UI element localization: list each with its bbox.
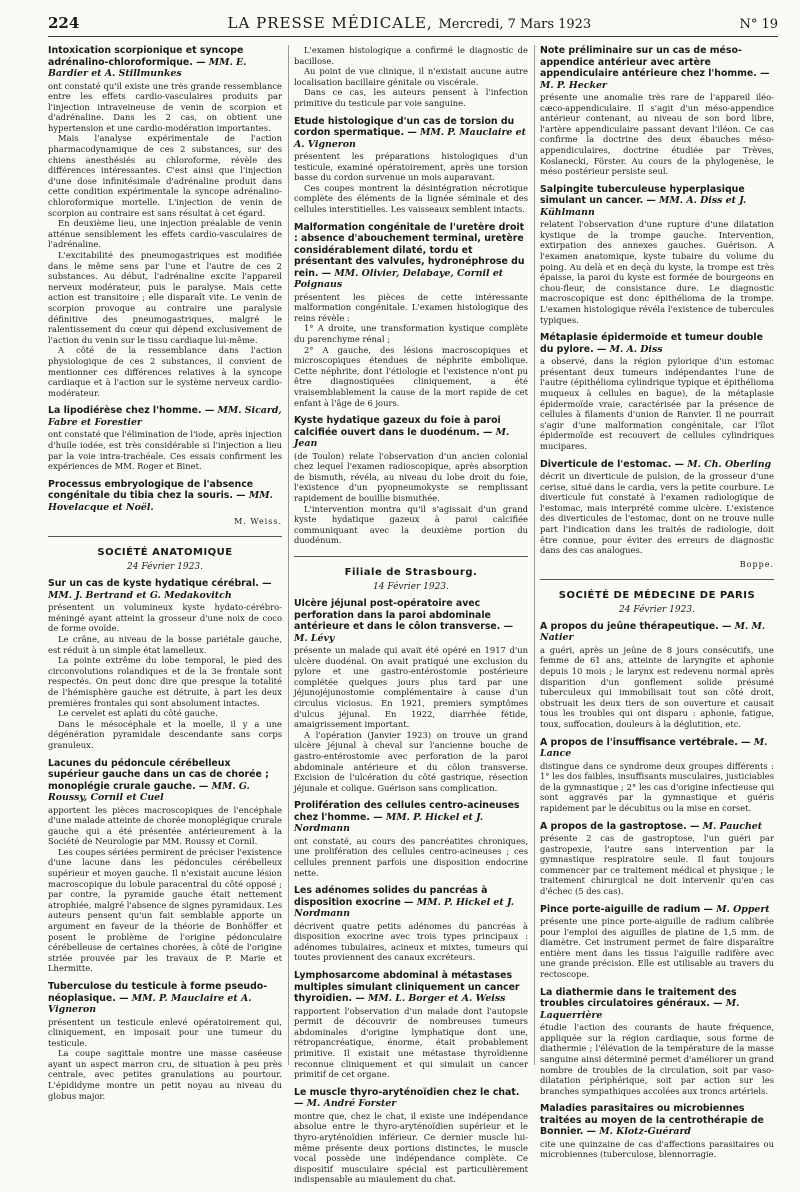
article-centrotherapie: Maladies parasitaires ou microbiennes traitées au moyen de la centrothérapie de Bonnier. — M. Klotz-Guérard cite une quinzaine de cas d'affections parasitaires ou microbiennes (tuberculose, blennorragie. bbox=[540, 1103, 774, 1160]
article-insuffisance: A propos de l'insuffisance vertébrale. — M. Lance distingue dans ce syndrome deux groupes différents : 1° les dos faibles, insuffisants musculaires, justiciables de la gymnastique ; 2° les cas d'origine infectieuse qui sont aggravés par la gymnastique et guéris rapidement par le décubitus ou la mise en corset. bbox=[540, 736, 774, 813]
article-tibia: Processus embryologique de l'absence congénitale du tibia chez la souris. — MM. Hovelacque et Noël. bbox=[48, 478, 273, 513]
article-diverticule: Diverticule de l'estomac. — M. Ch. Oberling décrit un diverticule de pulsion, de la grosseur d'une cerise, situé dans le cardia, vers la petite courbure. Le diverticule fut constaté à l'examen radiologique de l'estomac, mais interprété comme ulcère. L'existence des diverticules de l'estomac, dont on ne trouve nulle part l'indication dans les traités de radiologie, doit être connue, pour éviter des erreurs de diagnostic dans des cas analogues. bbox=[540, 458, 774, 556]
section-title: SOCIÉTÉ ANATOMIQUE bbox=[48, 536, 282, 558]
article-torsion: Etude histologique d'un cas de torsion du cordon spermatique. — MM. P. Mauclaire et A. Vigneron présentent les préparations histologiques d'un testicule, examiné opératoirement, après une torsion basse du cordon survenue un mois auparavant. Ces coupes montrent la désintégration nécrotique complète des éléments de la lignée séminale et des cellules interstitielles. Les vaisseaux semblent intacts. bbox=[294, 115, 528, 215]
section-title: Filiale de Strasbourg. bbox=[294, 556, 528, 578]
article-scorpion: Intoxication scorpionique et syncope adrénalino-chloroformique. — MM. E. Bardier et A. Stillmunkes ont constaté qu'il existe une très grande ressemblance entre les effets cardio-vasculaires produits par l'injection intraveineuse de venin de scorpion et d'adrénaline. Dans les 2 cas, on obtient une hypertension et une cardio-modération importantes. Mais l'analyse expérimentale de l'action pharmacodynamique de ces 2 substances, sur des chiens anesthésiés au chloroforme, révèle des différences intéressantes. C'est ainsi que l'injection d'une dose infinitésimale d'adrénaline produit dans cette condition expérimentale la syncope adrénalino-chloroformique mortelle. L'injection de venin de scorpion au contraire est sans résultat à cet égard. En deuxième lieu, une injection préalable de venin atténue sensiblement les effets cardio-vasculaires de l'adrénaline. L'excitabilité des pneumogastriques est modifiée dans le même sens par l'une et l'autre de ces 2 substances. Au début, l'adrénaline excite l'appareil nerveux modérateur, puis le paralyse. Mais cette action est transitoire ; elle disparaît vite. Le venin de scorpion provoque au contraire une paralysie définitive des pneumogastriques, malgré le ralentissement du cœur qui dépend exclusivement de l'action du venin sur le tissu cardiaque lui-même. A côté de la ressemblance dans l'action physiologique de ces 2 substances, il convient de mentionner ces différences relatives à la syncope cardiaque et à l'action sur le système nerveux cardio-modérateur. bbox=[48, 45, 282, 398]
section-date: 24 Février 1923. bbox=[619, 604, 695, 615]
signature: M. Weiss. bbox=[234, 517, 282, 527]
article-lacunes: Lacunes du pédoncule cérébelleux supérieur gauche dans un cas de chorée ; monoplégie crurale gauche. — MM. G. Roussy, Cornil et Cuel apportent les pièces macroscopiques de l'encéphale d'une malade atteinte de chorée monoplégique crurale gauche qui a été présentée antérieurement à la Société de Neurologie par MM. Roussy et Cornil. Les coupes sériées permirent de préciser l'existence d'une lacune dans les pédoncules cérébelleux supérieur et moyen gauche. Il n'existait aucune lésion macroscopique du lobule paracentral du côté opposé ; par contre, la pyramide gauche était nettement atrophiée, malgré l'absence de signes pyramidaux. Les auteurs pensent qu'un fait semblable apporte un argument en faveur de la théorie de Bonhöffer et posent le problème de l'origine pédonculaire cérébelleuse de certaines chorées, à côté de l'origine striée prouvée par les travaux de P. Marie et Lhermitte. bbox=[48, 757, 282, 974]
article-metaplasie: Métaplasie épidermoïde et tumeur double du pylore. — M. A. Diss a observé, dans la région pylorique d'un estomac présentant deux tumeurs indépendantes l'une de l'autre (épithélioma cylindrique typique et épithélioma muqueux à cellules en bague), de la métaplasie épidermoïde vraie, caractérisée par la présence de cellules à filaments d'union de Ranvier. Il ne pourrait s'agir d'une malformation congénitale, car l'îlot épidermoïde est recouvert de cellules cylindriques mucipares. bbox=[540, 332, 774, 451]
article-kyste-foie: Kyste hydatique gazeux du foie à paroi calcifiée ouvert dans le duodénum. — M. Jean (de Toulon) relate l'observation d'un ancien colonial chez lequel l'examen radioscopique, après absorption de bismuth, révéla, au niveau du lobe droit du foie, l'existence d'un pyopneumokyste se remplissant rapidement de bouillie bismuthée. L'intervention montra qu'il s'agissait d'un grand kyste hydatique gazeux à paroi calcifiée communiquant avec la deuxième portion du duodénum. bbox=[294, 415, 528, 546]
article-meso-appendice: Note préliminaire sur un cas de méso-appendice antérieur avec artère appendiculaire antérieure chez l'homme. — M. P. Hecker présente une anomalie très rare de l'appareil iléo-cæco-appendiculaire. Il s'agit d'un méso-appendice antérieur contenant, au niveau de son bord libre, l'artère appendiculaire passant devant l'iléon. Ce cas confirme la doctrine des deux ébauches méso-appendiculaires, doctrine étudiée par Trèves, Koslanecki, Förster. Au cours de la phylogenèse, le méso postérieur persiste seul. bbox=[540, 45, 774, 177]
article-continuation: L'examen histologique a confirmé le diagnostic de bacillose. Au point de vue clinique, il n'existait aucune autre localisation bacillaire génitale ou viscérale. Dans ce cas, les auteurs pensent à l'infection primitive du testicule par voie sanguine. bbox=[294, 45, 528, 108]
article-lipodierese: La lipodiérèse chez l'homme. — MM. Sicard, Fabre et Forestier ont constaté que l'élimination de l'iode, après injection d'huile iodée, est très considérable si l'injection a lieu par la voie intra-trachéale. Ces essais confirment les expériences de MM. Roger et Binet. bbox=[48, 405, 282, 472]
page-header bbox=[48, 14, 778, 37]
article-salpingite: Salpingite tuberculeuse hyperplasique simulant un cancer. — MM. A. Diss et J. Kühlmann relatent l'observation d'une rupture d'une dilatation kystique de la trompe gauche. Intervention, extirpation des annexes gauches. Guérison. A l'examen anatomique, kyste tubaire du volume du poing. Au delà et en deçà du kyste, la trompe est très épaisse, la paroi du kyste est formée de bourgeons en chou-fleur, de consistance dure. Le diagnostic macroscopique est donc épithélioma de la trompe. L'examen histologique révéla l'existence de tubercules typiques. bbox=[540, 183, 774, 325]
article-uretere: Malformation congénitale de l'uretère droit : absence d'abouchement terminal, uretère considérablement dilaté, tordu et présentant des valvules, hydronéphrose du rein. — MM. Olivier, Delabaye, Cornil et Poignaus présentent les pièces de cette intéressante malformation congénitale. L'examen histologique des reins révèle : 1° A droite, une transformation kystique complète du parenchyme rénal ; 2° A gauche, des lésions macroscopiques et microscopiques étendues de néphrite embolique. Cette néphrite, dont l'étiologie et l'existence n'ont pu être diagnostiquées cliniquement, a été vraisemblablement la cause de la mort rapide de cet enfant à l'âge de 6 jours. bbox=[294, 221, 528, 408]
section-title: SOCIÉTÉ DE MÉDECINE DE PARIS bbox=[540, 579, 774, 601]
page-number: 224 bbox=[48, 14, 80, 32]
column-2 bbox=[294, 45, 528, 1192]
article-adenomes: Les adénomes solides du pancréas à disposition exocrine — MM. P. Hickel et J. Nordmann décrivent quatre petits adénomes du pancréas à disposition exocrine avec trois types principaux : adénomes tubulaires, acineux et mixtes, tumeurs qui toutes proviennent des canaux excréteurs. bbox=[294, 885, 528, 963]
journal-title: LA PRESSE MÉDICALE, Mercredi, 7 Mars 1923 bbox=[227, 14, 592, 32]
article-proliferation: Prolifération des cellules centro-acineuses chez l'homme. — MM. P. Hickel et J. Nordmann ont constaté, au cours des pancréatites chroniques, une prolifération des cellules centro-acineuses ; ces cellules prennent parfois une disposition endocrine nette. bbox=[294, 800, 528, 878]
signature: Boppe. bbox=[739, 559, 774, 569]
article-ulcere: Ulcère jéjunal post-opératoire avec perforation dans la paroi abdominale antérieure et dans le côlon transverse. — M. Lévy présente un malade qui avait été opéré en 1917 d'un ulcère duodénal. On avait pratiqué une exclusion du pylore et une gastro-entérostomie postérieure complétée quelques jours plus tard par une jéjunojéjunostomie complémentaire à cause d'un circulus viciosus. En 1921, premiers symptômes d'ulcus jéjunal. En 1922, diarrhée fétide, amaigrissement important. A l'opération (Janvier 1923) on trouve un grand ulcère jéjunal à cheval sur l'ancienne bouche de gastro-entérostomie avec perforation de la paroi abdominale antérieure et du côlon transverse. Excision de l'ulcération du côté gastrique, résection jéjunale et colique. Guérison sans complication. bbox=[294, 598, 528, 793]
article-pince-radium: Pince porte-aiguille de radium — M. Oppert présente une pince porte-aiguille de radium calibrée pour l'emploi des aiguilles de platine de 1,5 mm. de diamètre. Cet instrument permet de faire disparaître entière ment dans les tissus l'aiguille radifère avec une grande précision. Elle est utilisable au travers du rectoscope. bbox=[540, 903, 774, 980]
article-tuberculose-testicule: Tuberculose du testicule à forme pseudo-néoplasique. — MM. P. Mauclaire et A. Vigneron présentent un testicule enlevé opératoirement qui, cliniquement, en imposait pour une tumeur du testicule. La coupe sagittale montre une masse caséeuse ayant un aspect marron cru, de situation à peu près centrale, avec petites granulations au pourtour. L'épididyme montre un petit noyau au niveau du globus major. bbox=[48, 981, 282, 1101]
article-heading: Intoxication scorpionique et syncope adrénalino-chloroformique. — MM. E. Bardier et A. Stillmunkes bbox=[48, 45, 247, 79]
article-lymphosarcome: Lymphosarcome abdominal à métastases multiples simulant cliniquement un cancer thyroïdien. — MM. L. Borger et A. Weiss rapportent l'observation d'un malade dont l'autopsie permit de découvrir de nombreuses tumeurs abdominales d'origine lymphatique dont une, rétropancréatique, énorme, était probablement primitive. Il existait une métastase thyroïdienne reconnue cliniquement et qui simulait un cancer primitif de cet organe. bbox=[294, 970, 528, 1080]
article-kyste-cerebral: Sur un cas de kyste hydatique cérébral. — MM. J. Bertrand et G. Medakovitch présentent un volumineux kyste hydato-cérébro-méningé ayant atteint la grosseur d'une noix de coco de forme ovoïde. Le crâne, au niveau de la bosse pariétale gauche, est réduit à un simple état lamelleux. La pointe extrême du lobe temporal, le pied des circonvolutions rolandiques et de la 3e frontale sont respectés. On peut donc dire que presque la totalité de l'hémisphère gauche est détruite, à part les deux premières frontales qui sont absolument intactes. Le cervelet est aplati du côté gauche. Dans le mésocéphale et la moelle, il y a une dégénération pyramidale descendante sans corps granuleux. bbox=[48, 578, 282, 750]
column-1 bbox=[48, 45, 282, 1192]
issue-number: N° 19 bbox=[739, 17, 778, 32]
article-jeune: A propos du jeûne thérapeutique. — M. M. Natier a guéri, après un jeûne de 8 jours consécutifs, une femme de 61 ans, atteinte de laryngite et aphonie depuis 10 mois ; le larynx est redevenu normal après disparition d'un gonflement solide présumé tuberculeux qui immobilisait tout son côté droit, obstruait les deux tiers de son ouverture et causait tous les troubles qui ont disparu : aphonie, fatigue, toux, suffocation, douleurs à la déglutition, etc. bbox=[540, 620, 774, 729]
article-gastroptose: A propos de la gastroptose. — M. Pauchet présente 2 cas de gastroptose, l'un guéri par gastropexie, l'autre sans intervention par la gymnastique respiratoire seule. Il faut toujours commencer par ce traitement médical et physique ; le traitement chirurgical ne doit intervenir qu'en cas d'échec (5 des cas). bbox=[540, 820, 774, 896]
article-muscle-chat: Le muscle thyro-aryténoïdien chez le chat. — M. André Forster montre que, chez le chat, il existe une indépendance absolue entre le thyro-aryténoïdien supérieur et le thyro-aryténoïdien inférieur. Ce dernier muscle lui-même présente deux portions distinctes, le muscle vocal possède une indépendance complète. Ce dispositif musculaire spécial est particulièrement indispensable au miaulement du chat. bbox=[294, 1086, 528, 1185]
issue-date: Mercredi, 7 Mars 1923 bbox=[438, 17, 592, 32]
article-diathermie: La diathermie dans le traitement des troubles circulatoires généraux. — M. Laquerrière étudie l'action des courants de haute fréquence, appliquée sur la région cardiaque, sous forme de diathermie ; l'élévation de la température de la masse sanguine ainsi déterminé permet d'améliorer un grand nombre de troubles de la circulation, soit par vaso-dilatation périphérique, soit par action sur les branches sympathiques accolées aux troncs artériels. bbox=[540, 986, 774, 1096]
column-3 bbox=[540, 45, 774, 1192]
section-date: 14 Février 1923. bbox=[373, 582, 449, 592]
section-date: 24 Février 1923. bbox=[127, 562, 203, 573]
